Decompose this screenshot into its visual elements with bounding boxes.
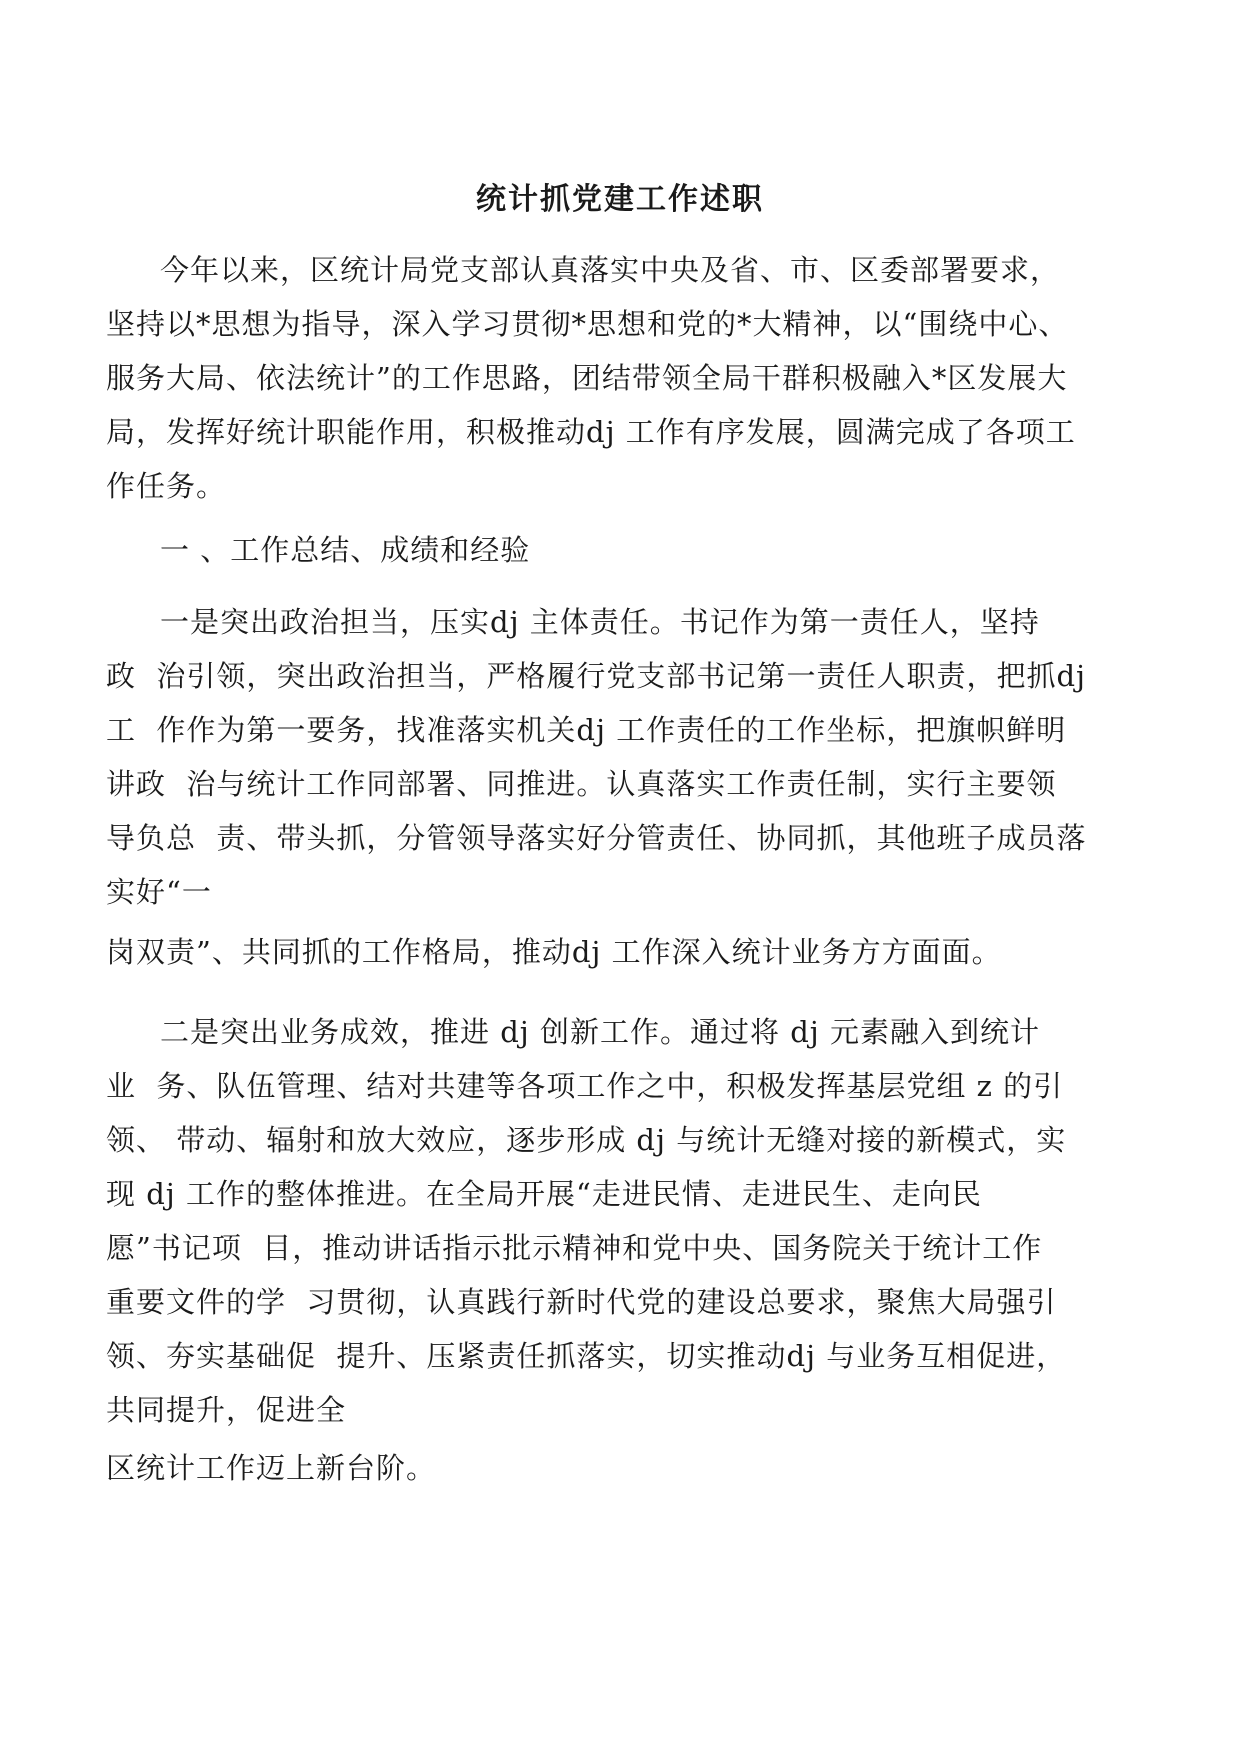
paragraph-1-line-2: 坚持以*思想为指导，深入学习贯彻*思想和党的*大精神，以“围绕中心、 <box>106 307 1069 341</box>
paragraph-2-line-5: 导负总 责、带头抓，分管领导落实好分管责任、协同抓，其他班子成员落 <box>106 821 1087 855</box>
paragraph-3-line-5: 愿”书记项 目，推动讲话指示批示精神和党中央、国务院关于统计工作 <box>106 1231 1043 1265</box>
paragraph-3-line-6: 重要文件的学 习贯彻，认真践行新时代党的建设总要求，聚焦大局强引 <box>106 1285 1057 1319</box>
paragraph-2-line-7: 岗双责”、共同抓的工作格局，推动dj 工作深入统计业务方方面面。 <box>106 935 1002 969</box>
paragraph-1-line-5: 作任务。 <box>106 469 227 503</box>
paragraph-3-line-7: 领、夯实基础促 提升、压紧责任抓落实，切实推动dj 与业务互相促进， <box>106 1339 1067 1373</box>
paragraph-2-line-1: 一是突出政治担当，压实dj 主体责任。书记作为第一责任人，坚持 <box>160 605 1040 639</box>
paragraph-2-line-4: 讲政 治与统计工作同部署、同推进。认真落实工作责任制，实行主要领 <box>106 767 1057 801</box>
paragraph-3-line-2: 业 务、队伍管理、结对共建等各项工作之中，积极发挥基层党组 z 的引 <box>106 1069 1064 1103</box>
document-title: 统计抓党建工作述职 <box>476 182 764 217</box>
paragraph-3-line-3: 领、 带动、辐射和放大效应，逐步形成 dj 与统计无缝对接的新模式，实 <box>106 1123 1067 1157</box>
paragraph-1-line-1: 今年以来，区统计局党支部认真落实中央及省、市、区委部署要求， <box>160 253 1061 287</box>
paragraph-2-line-6: 实好“一 <box>106 875 212 909</box>
paragraph-2-line-2: 政 治引领，突出政治担当，严格履行党支部书记第一责任人职责，把抓dj <box>106 659 1086 693</box>
paragraph-1-line-3: 服务大局、依法统计”的工作思路，团结带领全局干群积极融入*区发展大 <box>106 361 1068 395</box>
paragraph-3-line-4: 现 dj 工作的整体推进。在全局开展“走进民情、走进民生、走向民 <box>106 1177 982 1211</box>
section-heading: 一 、工作总结、成绩和经验 <box>160 533 531 567</box>
paragraph-2-line-3: 工 作作为第一要务，找准落实机关dj 工作责任的工作坐标，把旗帜鲜明 <box>106 713 1067 747</box>
paragraph-3-line-9: 区统计工作迈上新台阶。 <box>106 1451 437 1485</box>
paragraph-3-line-1: 二是突出业务成效，推进 dj 创新工作。通过将 dj 元素融入到统计 <box>160 1015 1040 1049</box>
paragraph-1-line-4: 局，发挥好统计职能作用，积极推动dj 工作有序发展，圆满完成了各项工 <box>106 415 1076 449</box>
paragraph-3-line-8: 共同提升，促进全 <box>106 1393 347 1427</box>
